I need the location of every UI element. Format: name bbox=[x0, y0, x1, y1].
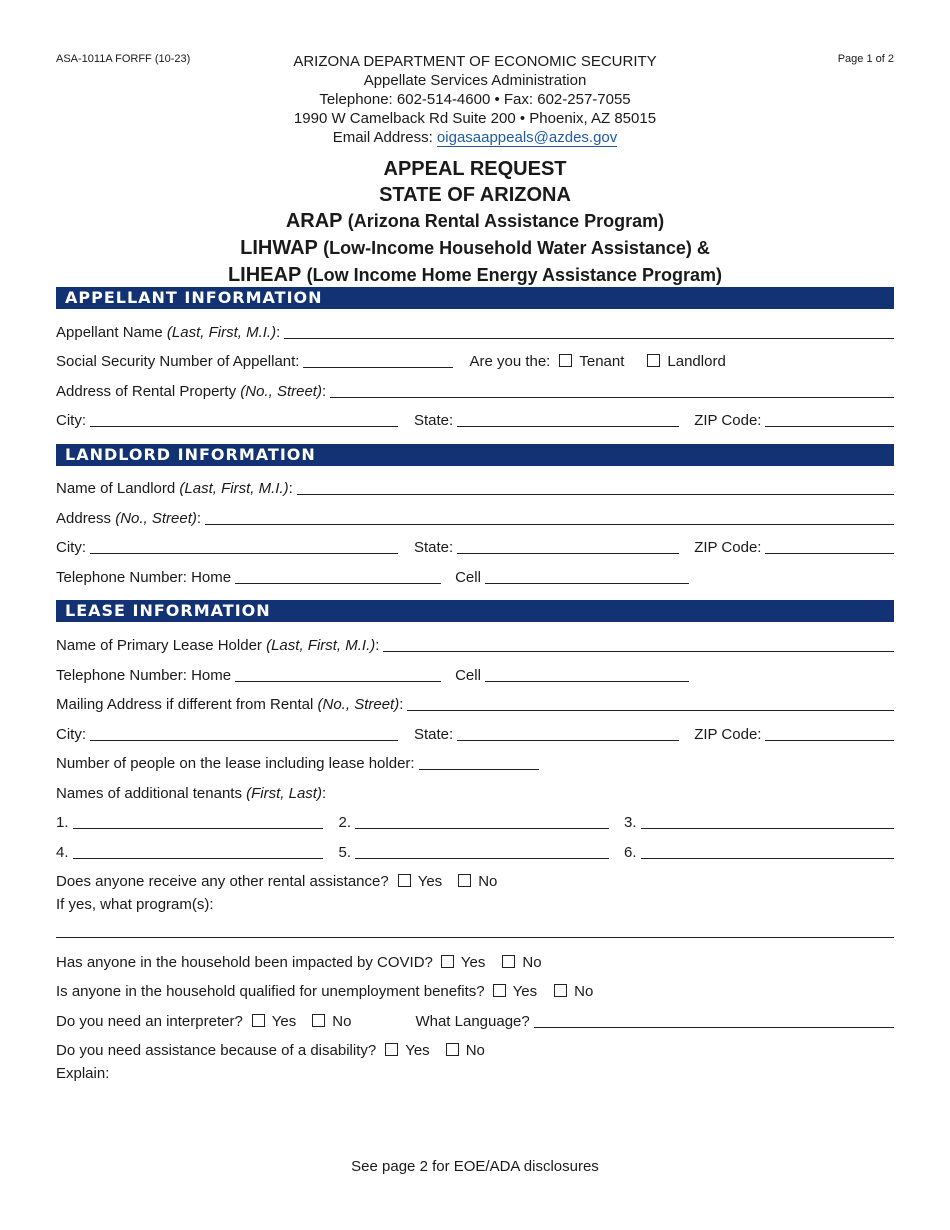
rental-assistance-row bbox=[56, 871, 894, 891]
explain-row bbox=[56, 1063, 894, 1083]
lease-section-header: LEASE INFORMATION bbox=[56, 600, 894, 622]
interpreter-row bbox=[56, 1011, 894, 1031]
form-titles bbox=[0, 156, 950, 289]
title-arap bbox=[0, 208, 950, 235]
appellant-zip-field[interactable] bbox=[765, 412, 894, 427]
city-label: City: bbox=[56, 412, 86, 429]
tenants-row-1 bbox=[56, 812, 894, 832]
email-label: Email Address: bbox=[332, 129, 433, 146]
covid-yes[interactable]: Yes bbox=[441, 954, 485, 972]
no-checkbox[interactable] bbox=[458, 874, 471, 887]
landlord-city-row bbox=[56, 537, 894, 557]
agency-email bbox=[0, 128, 950, 147]
landlord-section-header: LANDLORD INFORMATION bbox=[56, 444, 894, 466]
appellant-name-label: Appellant Name (Last, First, M.I.): bbox=[56, 324, 281, 341]
state-label: State: bbox=[414, 539, 454, 556]
zip-label: ZIP Code: bbox=[694, 412, 762, 429]
lease-zip-field[interactable] bbox=[765, 726, 894, 741]
disability-yes[interactable]: Yes bbox=[385, 1042, 429, 1060]
landlord-option[interactable]: Landlord bbox=[647, 353, 725, 371]
page-number: Page 1 of 2 bbox=[837, 53, 894, 65]
agency-name: ARIZONA DEPARTMENT OF ECONOMIC SECURITY bbox=[293, 53, 657, 70]
disability-question: Do you need assistance because of a disability? bbox=[56, 1042, 377, 1059]
landlord-name-row bbox=[56, 478, 894, 498]
no-checkbox[interactable] bbox=[554, 984, 567, 997]
tenant-6-field[interactable] bbox=[641, 844, 894, 859]
rental-assistance-yes[interactable]: Yes bbox=[398, 873, 442, 891]
lease-cell-field[interactable] bbox=[485, 667, 689, 682]
interpreter-no[interactable]: No bbox=[312, 1013, 351, 1031]
landlord-address-row bbox=[56, 508, 894, 528]
role-question: Are you the: bbox=[469, 353, 551, 370]
lease-holder-row bbox=[56, 635, 894, 655]
email-link[interactable]: oigasaappeals@azdes.gov bbox=[436, 129, 618, 146]
interpreter-yes[interactable]: Yes bbox=[252, 1013, 296, 1031]
appellant-state-field[interactable] bbox=[457, 412, 679, 427]
unemployment-no[interactable]: No bbox=[554, 983, 593, 1001]
lease-holder-label: Name of Primary Lease Holder (Last, First, M.I.): bbox=[56, 637, 380, 654]
cell-label: Cell bbox=[455, 569, 481, 586]
language-field[interactable] bbox=[534, 1013, 894, 1028]
ssn-label: Social Security Number of Appellant: bbox=[56, 353, 300, 370]
program-label: If yes, what program(s): bbox=[56, 896, 214, 913]
yes-checkbox[interactable] bbox=[493, 984, 506, 997]
tenant-4-field[interactable] bbox=[73, 844, 323, 859]
mailing-address-label: Mailing Address if different from Rental (No., Street): bbox=[56, 696, 404, 713]
program-row bbox=[56, 894, 894, 914]
lease-count-field[interactable] bbox=[419, 755, 539, 770]
appellant-name-field[interactable] bbox=[284, 324, 894, 339]
covid-row bbox=[56, 952, 894, 972]
tenant-2-field[interactable] bbox=[355, 814, 609, 829]
agency-header bbox=[0, 52, 950, 147]
disability-no[interactable]: No bbox=[446, 1042, 485, 1060]
landlord-city-field[interactable] bbox=[90, 539, 398, 554]
tenant-number: 6. bbox=[624, 844, 637, 861]
ssn-field[interactable] bbox=[303, 353, 453, 368]
language-label: What Language? bbox=[415, 1013, 530, 1030]
liheap-description: (Low Income Home Energy Assistance Program) bbox=[306, 265, 723, 285]
landlord-phone-row bbox=[56, 567, 894, 587]
lease-holder-field[interactable] bbox=[383, 637, 894, 652]
lease-city-field[interactable] bbox=[90, 726, 398, 741]
tenant-3-field[interactable] bbox=[641, 814, 894, 829]
rental-address-label: Address of Rental Property (No., Street): bbox=[56, 383, 327, 400]
liheap-acronym: LIHEAP bbox=[227, 264, 302, 286]
rental-assistance-no[interactable]: No bbox=[458, 873, 497, 891]
program-field[interactable] bbox=[56, 937, 894, 938]
unemployment-question: Is anyone in the household qualified for unemployment benefits? bbox=[56, 983, 485, 1000]
additional-tenants-label: Names of additional tenants (First, Last): bbox=[56, 785, 327, 802]
covid-question: Has anyone in the household been impacted by COVID? bbox=[56, 954, 433, 971]
lease-count-row bbox=[56, 753, 894, 773]
lease-state-field[interactable] bbox=[457, 726, 679, 741]
landlord-name-label: Name of Landlord (Last, First, M.I.): bbox=[56, 480, 293, 497]
appellant-city-row bbox=[56, 410, 894, 430]
lease-home-phone-field[interactable] bbox=[235, 667, 441, 682]
home-phone-label: Telephone Number: Home bbox=[56, 569, 232, 586]
disability-row bbox=[56, 1040, 894, 1060]
agency-division: Appellate Services Administration bbox=[363, 72, 587, 89]
landlord-checkbox[interactable] bbox=[647, 354, 660, 367]
yes-checkbox[interactable] bbox=[398, 874, 411, 887]
zip-label: ZIP Code: bbox=[694, 726, 762, 743]
mailing-address-row bbox=[56, 694, 894, 714]
tenant-number: 1. bbox=[56, 814, 69, 831]
lease-count-label: Number of people on the lease including lease holder: bbox=[56, 755, 415, 772]
tenant-number: 4. bbox=[56, 844, 69, 861]
interpreter-question: Do you need an interpreter? bbox=[56, 1013, 243, 1030]
landlord-address-field[interactable] bbox=[205, 510, 894, 525]
no-checkbox[interactable] bbox=[502, 955, 515, 968]
lihwap-acronym: LIHWAP bbox=[240, 237, 318, 259]
landlord-address-label: Address (No., Street): bbox=[56, 510, 202, 527]
no-checkbox[interactable] bbox=[446, 1043, 459, 1056]
tenant-number: 3. bbox=[624, 814, 637, 831]
yes-checkbox[interactable] bbox=[385, 1043, 398, 1056]
lease-phone-row bbox=[56, 665, 894, 685]
state-label: State: bbox=[414, 726, 454, 743]
lease-city-row bbox=[56, 724, 894, 744]
yes-checkbox[interactable] bbox=[441, 955, 454, 968]
footer-note: See page 2 for EOE/ADA disclosures bbox=[351, 1158, 599, 1175]
additional-tenants-row bbox=[56, 783, 894, 803]
cell-label: Cell bbox=[455, 667, 481, 684]
arap-acronym: ARAP bbox=[285, 210, 343, 232]
landlord-name-field[interactable] bbox=[297, 480, 894, 495]
agency-phone-fax: Telephone: 602-514-4600 • Fax: 602-257-7055 bbox=[319, 91, 631, 108]
no-checkbox[interactable] bbox=[312, 1014, 325, 1027]
agency-address: 1990 W Camelback Rd Suite 200 • Phoenix, AZ 85015 bbox=[293, 110, 657, 127]
landlord-home-phone-field[interactable] bbox=[235, 569, 441, 584]
rental-address-field[interactable] bbox=[330, 383, 894, 398]
rental-assistance-question: Does anyone receive any other rental assistance? bbox=[56, 873, 389, 890]
covid-no[interactable]: No bbox=[502, 954, 541, 972]
landlord-zip-field[interactable] bbox=[765, 539, 894, 554]
yes-checkbox[interactable] bbox=[252, 1014, 265, 1027]
lihwap-description: (Low-Income Household Water Assistance) & bbox=[323, 238, 710, 258]
landlord-cell-field[interactable] bbox=[485, 569, 689, 584]
explain-label: Explain: bbox=[56, 1065, 110, 1082]
appellant-section-header: APPELLANT INFORMATION bbox=[56, 287, 894, 309]
city-label: City: bbox=[56, 726, 86, 743]
title-lihwap bbox=[0, 235, 950, 262]
ssn-row bbox=[56, 351, 894, 371]
tenant-number: 2. bbox=[338, 814, 352, 831]
tenant-checkbox[interactable] bbox=[559, 354, 572, 367]
rental-address-row bbox=[56, 381, 894, 401]
tenant-option[interactable]: Tenant bbox=[559, 353, 624, 371]
home-phone-label: Telephone Number: Home bbox=[56, 667, 232, 684]
zip-label: ZIP Code: bbox=[694, 539, 762, 556]
form-code: ASA-1011A FORFF (10-23) bbox=[56, 53, 191, 65]
arap-description: (Arizona Rental Assistance Program) bbox=[347, 211, 665, 231]
tenant-5-field[interactable] bbox=[355, 844, 609, 859]
title-liheap bbox=[0, 262, 950, 289]
tenant-1-field[interactable] bbox=[73, 814, 323, 829]
title-appeal-request: APPEAL REQUEST bbox=[383, 158, 567, 180]
state-label: State: bbox=[414, 412, 454, 429]
tenants-row-2 bbox=[56, 842, 894, 862]
landlord-state-field[interactable] bbox=[457, 539, 679, 554]
appellant-city-field[interactable] bbox=[90, 412, 398, 427]
appellant-name-row bbox=[56, 322, 894, 342]
mailing-address-field[interactable] bbox=[407, 696, 894, 711]
tenant-number: 5. bbox=[338, 844, 352, 861]
title-state: STATE OF ARIZONA bbox=[379, 184, 571, 206]
city-label: City: bbox=[56, 539, 86, 556]
unemployment-row bbox=[56, 981, 894, 1001]
unemployment-yes[interactable]: Yes bbox=[493, 983, 537, 1001]
